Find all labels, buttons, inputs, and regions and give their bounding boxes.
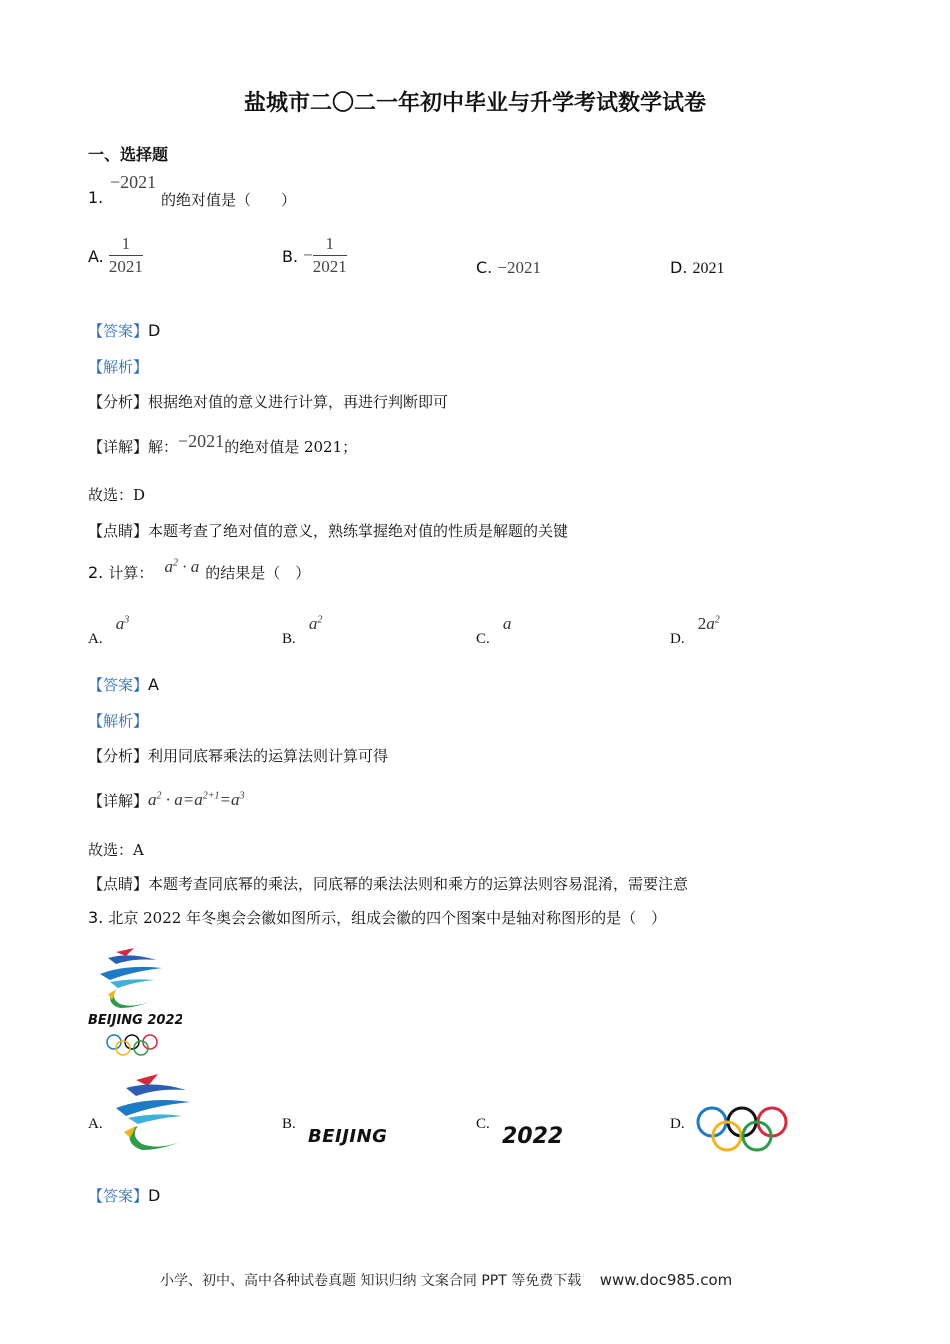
question-stem: 的绝对值是（ ） — [161, 191, 297, 209]
analysis-text: 【分析】根据绝对值的意义进行计算，再进行判断即可 — [88, 393, 449, 411]
option-b: B. BEIJING — [282, 1116, 388, 1147]
analysis-text: 【分析】利用同底幂乘法的运算法则计算可得 — [88, 747, 389, 765]
emblem-figure-icon — [108, 1072, 192, 1156]
comment-text: 【点睛】本题考查了绝对值的意义，熟练掌握绝对值的性质是解题的关键 — [88, 522, 569, 540]
detail-text: 【详解】解：−2021的绝对值是 2021； — [88, 431, 358, 456]
option-d: D. 2021 — [670, 258, 725, 277]
footer-link[interactable]: www.doc985.com — [599, 1271, 733, 1289]
math-expression: −2021 — [110, 172, 157, 192]
fraction: $\frac{1}{2021}$ — [108, 234, 143, 276]
option-c: C. −2021 — [476, 258, 541, 277]
olympic-rings-icon — [694, 1104, 790, 1156]
beijing-lettering: BEIJING — [308, 1126, 388, 1147]
question-2: 2. 计算： $a^2 \cdot a$ 的结果是（ ） — [88, 557, 311, 582]
analysis-label: 【解析】 — [88, 358, 149, 376]
answer-line: 【答案】A — [88, 675, 159, 694]
option-c: C. 2022 — [476, 1116, 564, 1149]
answer-line: 【答案】D — [88, 1186, 161, 1205]
option-d: D. — [670, 1104, 800, 1158]
section-heading: 一、选择题 — [88, 145, 169, 164]
analysis-label: 【解析】 — [88, 712, 149, 730]
option-a: A. $\frac{1}{2021}$ — [88, 234, 143, 276]
page-title: 盐城市二〇二一年初中毕业与升学考试数学试卷 — [243, 91, 706, 116]
footer-text: 小学、初中、高中各种试卷真题 知识归纳 文案合同 PPT 等免费下载 — [160, 1273, 582, 1289]
option-b: B. $a^2$ — [282, 614, 323, 647]
year-lettering: 2022 — [502, 1124, 564, 1149]
option-b: B. − $\frac{1}{2021}$ — [282, 234, 347, 276]
footer — [160, 1270, 732, 1290]
option-a: A. — [88, 1072, 208, 1158]
winter-olympics-emblem — [86, 944, 182, 1058]
answer-line: 【答案】D — [88, 321, 161, 340]
svg-text:BEIJING 2022: BEIJING 2022 — [88, 1013, 182, 1028]
math-expression: $a^2 \cdot a$ — [164, 557, 200, 576]
choose-text: 故选：A — [88, 841, 144, 859]
fraction: $\frac{1}{2021}$ — [312, 234, 347, 276]
comment-text: 【点睛】本题考查同底幂的乘法，同底幂的乘法法则和乘方的运算法则容易混淆，需要注意 — [88, 875, 689, 893]
detail-text: 【详解】$a^2 \cdot a=a^{2+1}=a^3$ — [88, 790, 245, 810]
option-d: D. $2a^2$ — [670, 614, 720, 647]
choose-text: 故选：D — [88, 486, 146, 504]
emblem-icon — [86, 944, 182, 1058]
option-a: A. $a^3$ — [88, 614, 130, 647]
question-3: 3. 北京 2022 年冬奥会会徽如图所示，组成会徽的四个图案中是轴对称图形的是（ ） — [88, 908, 667, 927]
question-number: 1. — [88, 188, 104, 207]
option-c: C. a — [476, 614, 512, 647]
